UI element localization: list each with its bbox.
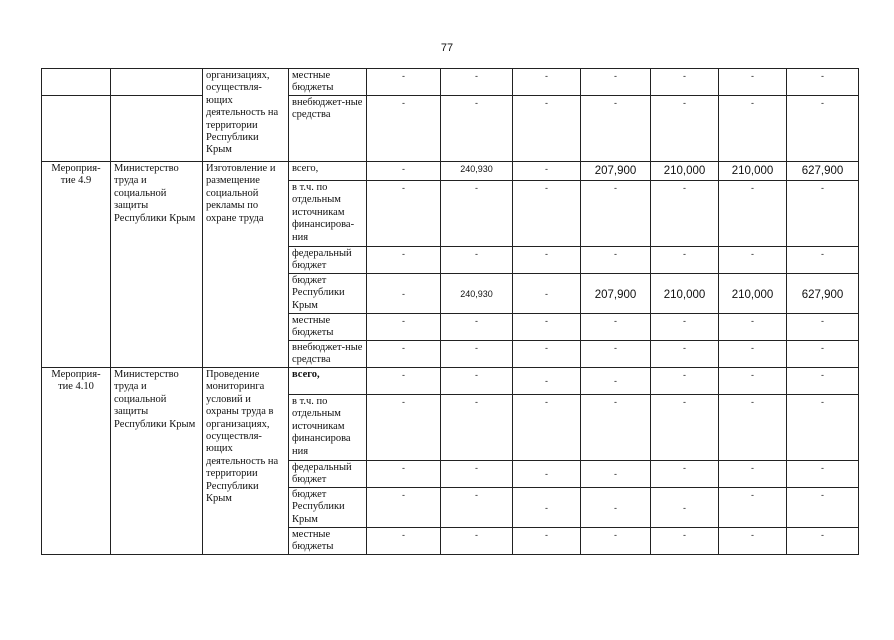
value-cell: - (513, 368, 581, 395)
funding-source-cell: федеральный бюджет (289, 461, 367, 488)
value-cell: - (513, 395, 581, 461)
value-cell: - (513, 488, 581, 528)
value-cell: - (787, 96, 859, 162)
value-cell: - (441, 528, 513, 555)
measure-cell: Мероприя-тие 4.10 (42, 368, 111, 555)
value-cell: 207,900 (581, 274, 651, 314)
value-cell: - (441, 314, 513, 341)
value-cell: - (651, 96, 719, 162)
value-cell: - (719, 314, 787, 341)
value-cell: - (651, 247, 719, 274)
value-cell: - (513, 461, 581, 488)
budget-table (41, 68, 859, 555)
value-cell: - (367, 247, 441, 274)
value-cell: 207,900 (581, 162, 651, 181)
value-cell: - (581, 461, 651, 488)
table-row (42, 69, 859, 96)
description-cell: Проведение мониторинга условий и охраны труда в организациях, осуществля-ющих деятельность на территории Республики Крым (203, 368, 289, 555)
value-cell: - (581, 528, 651, 555)
value-cell: - (787, 368, 859, 395)
value-cell: - (787, 461, 859, 488)
value-cell: - (787, 395, 859, 461)
value-cell: - (441, 368, 513, 395)
value-cell: - (581, 181, 651, 247)
funding-source-cell: в т.ч. по отдельным источникам финансирова-ния (289, 181, 367, 247)
value-cell: - (787, 247, 859, 274)
value-cell: - (441, 96, 513, 162)
value-cell: - (651, 69, 719, 96)
value-cell: - (581, 314, 651, 341)
value-cell: - (787, 341, 859, 368)
value-cell: - (787, 181, 859, 247)
funding-source-cell: бюджет Республики Крым (289, 274, 367, 314)
value-cell: - (513, 96, 581, 162)
value-cell: - (581, 395, 651, 461)
value-cell: - (441, 341, 513, 368)
value-cell: - (787, 314, 859, 341)
value-cell: 627,900 (787, 162, 859, 181)
executor-cell: Министерство труда и социальной защиты Республики Крым (111, 162, 203, 368)
value-cell: - (651, 341, 719, 368)
funding-source-cell: местные бюджеты (289, 69, 367, 96)
value-cell: - (441, 69, 513, 96)
value-cell: - (651, 314, 719, 341)
value-cell: - (581, 368, 651, 395)
description-cell: Изготовление и размещение социальной рекламы по охране труда (203, 162, 289, 368)
value-cell: - (513, 69, 581, 96)
value-cell: - (719, 247, 787, 274)
value-cell: - (719, 528, 787, 555)
value-cell: - (441, 181, 513, 247)
executor-cell (111, 96, 203, 162)
value-cell: - (787, 528, 859, 555)
value-cell: - (367, 461, 441, 488)
funding-source-cell: всего, (289, 162, 367, 181)
value-cell: - (513, 247, 581, 274)
value-cell: - (513, 274, 581, 314)
value-cell: - (651, 368, 719, 395)
value-cell: - (719, 96, 787, 162)
value-cell: - (513, 341, 581, 368)
funding-source-cell: местные бюджеты (289, 314, 367, 341)
value-cell: 240,930 (441, 162, 513, 181)
value-cell: - (719, 341, 787, 368)
value-cell: 210,000 (651, 274, 719, 314)
funding-source-cell: внебюджет-ные средства (289, 341, 367, 368)
value-cell: - (719, 181, 787, 247)
table-row (42, 162, 859, 181)
value-cell: - (441, 247, 513, 274)
value-cell: - (581, 341, 651, 368)
value-cell: - (367, 96, 441, 162)
value-cell: - (367, 488, 441, 528)
measure-cell: Мероприя-тие 4.9 (42, 162, 111, 368)
funding-source-cell: бюджет Республики Крым (289, 488, 367, 528)
value-cell: 240,930 (441, 274, 513, 314)
value-cell: - (367, 314, 441, 341)
table-row (42, 368, 859, 395)
measure-cell (42, 69, 111, 96)
value-cell: - (719, 395, 787, 461)
value-cell: 627,900 (787, 274, 859, 314)
value-cell: - (367, 528, 441, 555)
value-cell: 210,000 (651, 162, 719, 181)
value-cell: - (441, 461, 513, 488)
funding-source-cell: в т.ч. по отдельным источникам финансирова ния (289, 395, 367, 461)
value-cell: - (367, 368, 441, 395)
value-cell: - (367, 395, 441, 461)
funding-source-cell: местные бюджеты (289, 528, 367, 555)
table-row (42, 96, 859, 162)
value-cell: - (367, 181, 441, 247)
value-cell: - (787, 488, 859, 528)
value-cell: - (581, 69, 651, 96)
description-cell: организациях, осуществля-ющих деятельность на территории Республики Крым (203, 69, 289, 162)
value-cell: - (719, 368, 787, 395)
funding-source-cell: внебюджет-ные средства (289, 96, 367, 162)
funding-source-cell: всего, (289, 368, 367, 395)
value-cell: - (367, 69, 441, 96)
value-cell: - (441, 488, 513, 528)
measure-cell (42, 96, 111, 162)
value-cell: - (719, 69, 787, 96)
executor-cell (111, 69, 203, 96)
value-cell: - (651, 181, 719, 247)
value-cell: - (787, 69, 859, 96)
value-cell: - (367, 341, 441, 368)
value-cell: - (581, 96, 651, 162)
value-cell: - (513, 528, 581, 555)
value-cell: - (719, 461, 787, 488)
value-cell: 210,000 (719, 162, 787, 181)
value-cell: - (367, 274, 441, 314)
value-cell: - (651, 528, 719, 555)
value-cell: - (513, 162, 581, 181)
value-cell: - (367, 162, 441, 181)
value-cell: - (651, 461, 719, 488)
funding-source-cell: федеральный бюджет (289, 247, 367, 274)
value-cell: - (441, 395, 513, 461)
value-cell: - (651, 395, 719, 461)
value-cell: - (513, 314, 581, 341)
value-cell: - (651, 488, 719, 528)
executor-cell: Министерство труда и социальной защиты Республики Крым (111, 368, 203, 555)
value-cell: - (581, 247, 651, 274)
page-number: 77 (440, 42, 454, 54)
value-cell: 210,000 (719, 274, 787, 314)
value-cell: - (719, 488, 787, 528)
value-cell: - (513, 181, 581, 247)
value-cell: - (581, 488, 651, 528)
